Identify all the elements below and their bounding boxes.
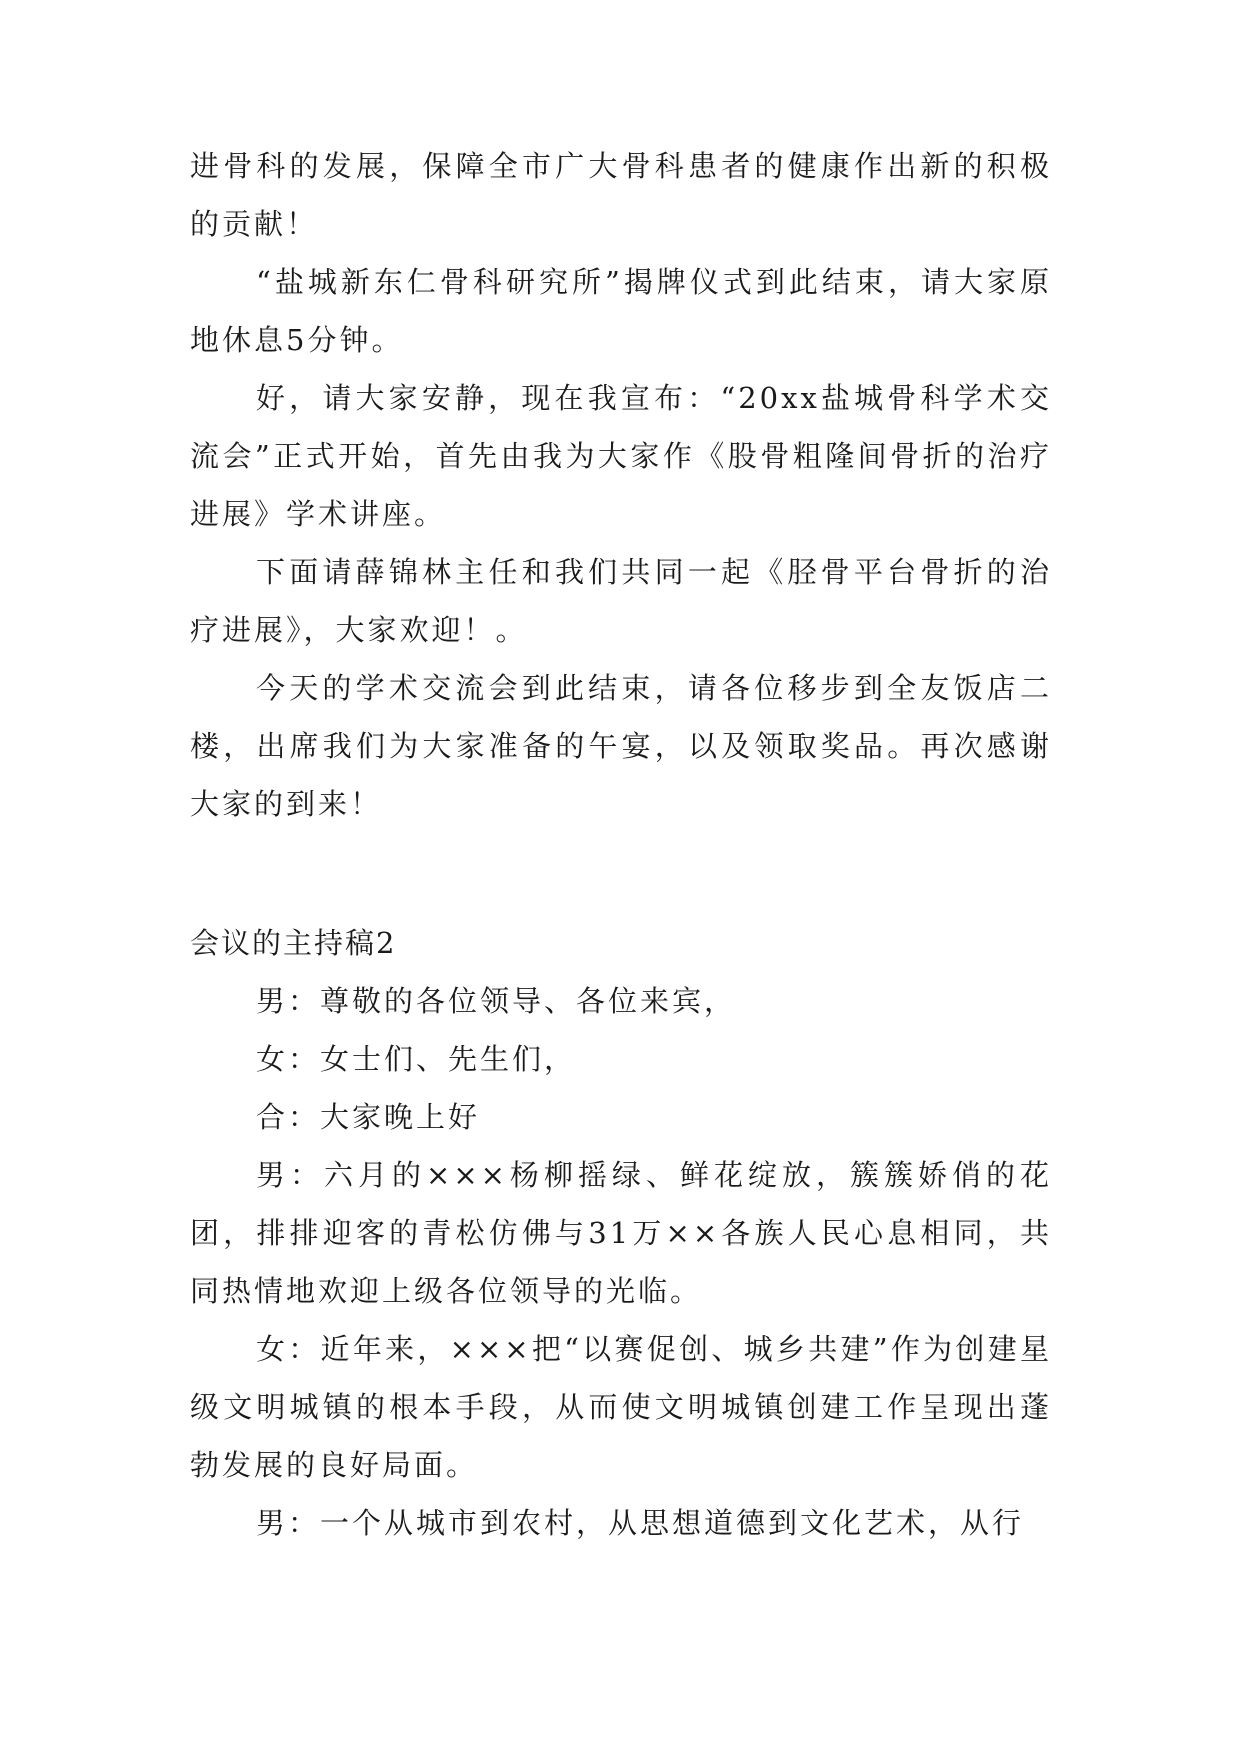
- dialogue-line: 男：一个从城市到农村，从思想道德到文化艺术，从行: [256, 1506, 1025, 1540]
- paragraph-plaque-ceremony: “盐城新东仁骨科研究所”揭牌仪式到此结束，请大家原地休息5分钟。: [190, 265, 1052, 357]
- paragraph-continuation: 进骨科的发展，保障全市广大骨科患者的健康作出新的积极的贡献！: [190, 149, 1052, 241]
- dialogue-line: 女：近年来，×××把“以赛促创、城乡共建”作为创建星级文明城镇的根本手段，从而使文明城镇创建工作呈现出蓬勃发展的良好局面。: [190, 1332, 1052, 1482]
- section-title: 会议的主持稿2: [190, 926, 397, 960]
- paragraph-conference-opening: 好，请大家安静，现在我宣布：“20xx盐城骨科学术交流会”正式开始，首先由我为大家作《股骨粗隆间骨折的治疗进展》学术讲座。: [190, 381, 1052, 531]
- dialogue-line: 男：尊敬的各位领导、各位来宾，: [256, 984, 737, 1018]
- dialogue-line: 男：六月的×××杨柳摇绿、鲜花绽放，簇簇娇俏的花团，排排迎客的青松仿佛与31万××各族人民心息相同，共同热情地欢迎上级各位领导的光临。: [190, 1158, 1052, 1308]
- dialogue-line: 女：女士们、先生们，: [256, 1042, 577, 1076]
- paragraph-closing: 今天的学术交流会到此结束，请各位移步到全友饭店二楼，出席我们为大家准备的午宴，以及领取奖品。再次感谢大家的到来！: [190, 671, 1052, 821]
- dialogue-line: 合：大家晚上好: [256, 1100, 481, 1134]
- paragraph-second-lecture: 下面请薛锦林主任和我们共同一起《胫骨平台骨折的治疗进展》，大家欢迎！。: [190, 555, 1052, 647]
